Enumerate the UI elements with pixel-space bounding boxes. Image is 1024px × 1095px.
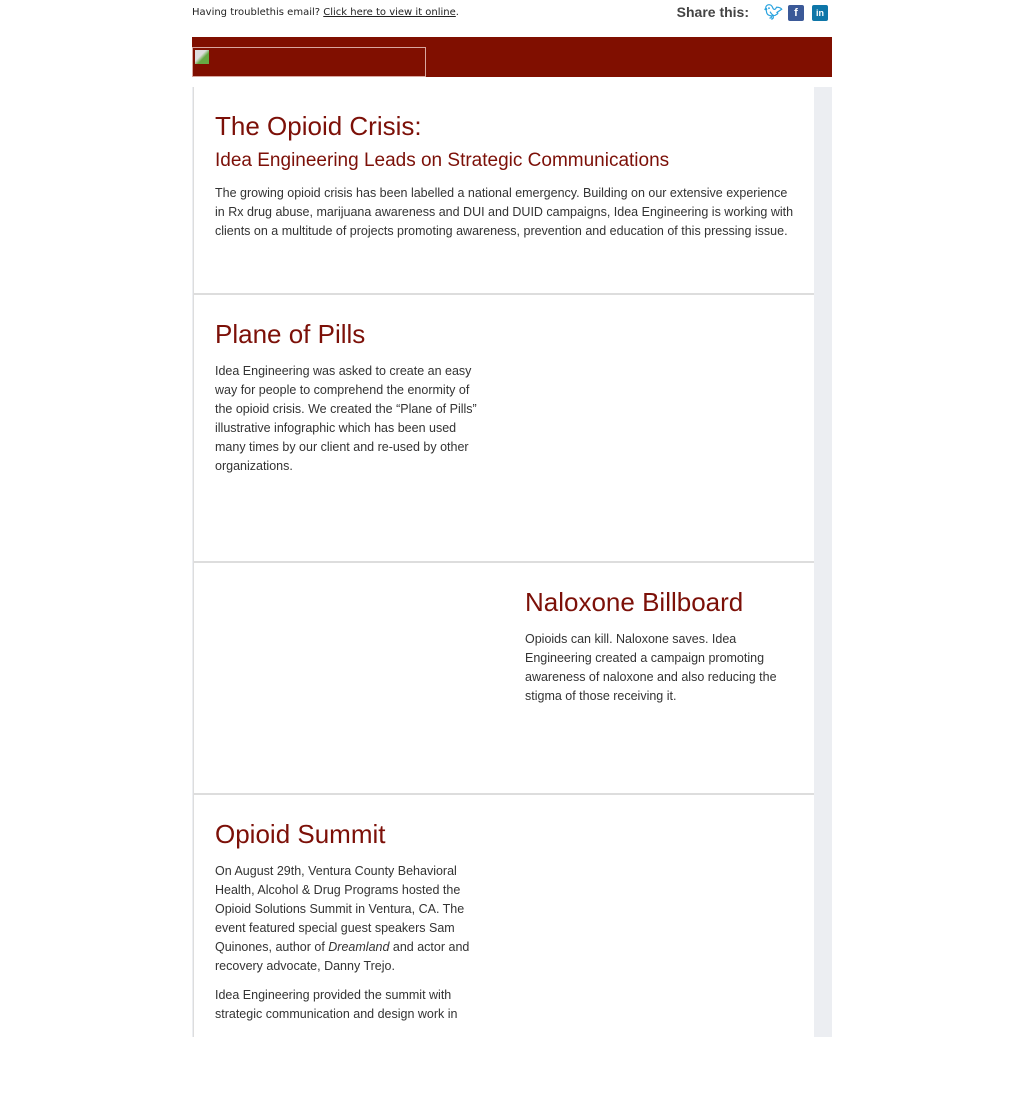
intro-body: The growing opioid crisis has been labelled a national emergency. Building on our extensive experience in Rx drug abuse, marijuana awareness and DUI and DUID campaigns, Idea Engineering is working with clients on a multitude of projects promoting awareness, prevention and education of this pressing issue.: [215, 186, 794, 238]
share-label: Share this:: [676, 4, 749, 20]
trouble-notice: Having troublethis email? Click here to view it online.: [192, 7, 459, 18]
summit-section: [194, 795, 814, 1095]
intro-subtitle: Idea Engineering Leads on Strategic Communications: [215, 150, 670, 171]
pills-body: Idea Engineering was asked to create an easy way for people to comprehend the enormity of the opioid crisis. We created the “Plane of Pills” illustrative infographic which has been used many times by our client and re-used by other organizations.: [215, 364, 477, 473]
email-container: [192, 0, 832, 1037]
summit-body-2: Idea Engineering provided the summit with strategic communication and design work in: [215, 988, 458, 1021]
naloxone-body: Opioids can kill. Naloxone saves. Idea Engineering created a campaign promoting awareness of naloxone and also reducing the stigma of those receiving it.: [525, 632, 777, 703]
pills-section: [194, 295, 814, 563]
summit-body: On August 29th, Ventura County Behavioral Health, Alcohol & Drug Programs hosted the Opioid Solutions Summit in Ventura, CA. The event featured special guest speakers Sam Quinones, author of Dreamland and actor and recovery advocate, Danny Trejo.: [215, 864, 470, 973]
facebook-icon[interactable]: f: [788, 5, 804, 21]
linkedin-icon[interactable]: in: [812, 5, 828, 21]
naloxone-section: [194, 563, 814, 795]
naloxone-title: Naloxone Billboard: [525, 587, 744, 617]
header-banner: [192, 37, 832, 77]
twitter-icon[interactable]: 🐦︎: [764, 4, 784, 21]
logo-image[interactable]: [192, 47, 426, 77]
pills-title: Plane of Pills: [215, 319, 366, 349]
top-bar: [192, 0, 832, 37]
content-area: [192, 87, 832, 1037]
intro-section: [194, 87, 814, 295]
summit-title: Opioid Summit: [215, 819, 386, 849]
intro-title: The Opioid Crisis:: [215, 111, 422, 141]
broken-image-icon: [195, 50, 209, 64]
view-online-link[interactable]: Click here to view it online: [323, 7, 456, 18]
